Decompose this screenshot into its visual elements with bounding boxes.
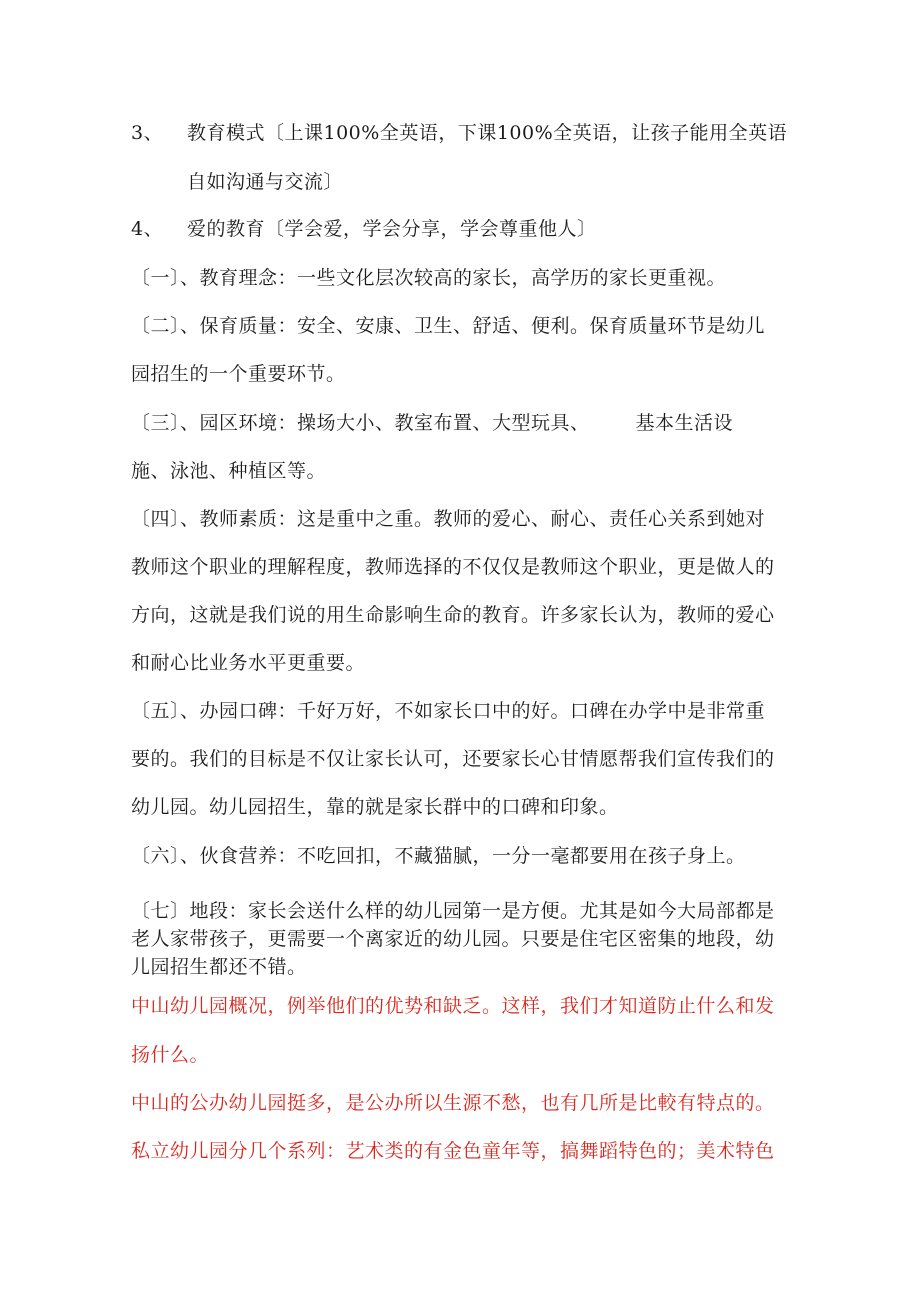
section-3-line-1a: 〔三〕、园区环境：操场大小、教室布置、大型玩具、 xyxy=(131,412,590,434)
section-5-line-3: 幼儿园。幼儿园招生，靠的就是家长群中的口碑和印象。 xyxy=(131,796,619,818)
red-note-2-line-1: 中山的公办幼儿园挺多，是公办所以生源不愁，也有几所是比較有特点的。 xyxy=(131,1092,775,1114)
section-4-line-1: 〔四〕、教师素质：这是重中之重。教师的爱心、耐心、责任心关系到她对 xyxy=(131,508,766,530)
red-note-3-line-1: 私立幼儿园分几个系列：艺术类的有金色童年等，搞舞蹈特色的；美术特色 xyxy=(131,1140,775,1162)
section-7-line-1: 〔七〕地段：家长会送什么样的幼儿园第一是方便。尤其是如今大局部都是 xyxy=(131,900,775,922)
section-6-line-1: 〔六〕、伙食营养：不吃回扣，不藏猫腻，一分一毫都要用在孩子身上。 xyxy=(131,845,746,867)
section-2-line-2: 园招生的一个重要环节。 xyxy=(131,363,346,385)
red-note-1-line-1: 中山幼儿园概况，例举他们的优势和缺乏。这样，我们才知道防止什么和发 xyxy=(131,995,775,1017)
section-3-line-2: 施、泳池、种植区等。 xyxy=(131,460,327,482)
section-4-line-3: 方向，这就是我们说的用生命影响生命的教育。许多家长认为，教师的爱心 xyxy=(131,604,775,626)
section-3-line-1b: 基本生活设 xyxy=(635,412,734,434)
section-2-line-1: 〔二〕、保育质量：安全、安康、卫生、舒适、便利。保育质量环节是幼儿 xyxy=(131,315,766,337)
section-5-line-2: 要的。我们的目标是不仅让家长认可，还要家长心甘情愿帮我们宣传我们的 xyxy=(131,748,775,770)
section-3-line-1 xyxy=(131,411,733,435)
item-3-line-2: 自如沟通与交流〕 xyxy=(187,171,344,193)
item-4-text: 爱的教育〔学会爱，学会分享，学会尊重他人〕 xyxy=(187,218,597,240)
item-4-number: 4、 xyxy=(131,218,164,240)
section-1-line-1: 〔一〕、教育理念：一些文化层次较高的家长，高学历的家长更重视。 xyxy=(131,267,727,289)
section-7-line-3: 儿园招生都还不错。 xyxy=(131,956,307,978)
section-5-line-1: 〔五〕、办园口碑：千好万好，不如家长口中的好。口碑在办学中是非常重 xyxy=(131,700,766,722)
item-4-line xyxy=(131,217,597,241)
item-3-line-1 xyxy=(131,121,787,145)
section-4-line-4: 和耐心比业务水平更重要。 xyxy=(131,652,366,674)
section-7-line-2: 老人家带孩子，更需要一个离家近的幼儿园。只要是住宅区密集的地段，幼 xyxy=(131,928,775,950)
item-3-number: 3、 xyxy=(131,122,164,144)
section-4-line-2: 教师这个职业的理解程度，教师选择的不仅仅是教师这个职业，更是做人的 xyxy=(131,556,775,578)
item-3-text: 教育模式〔上课100%全英语，下课100%全英语，让孩子能用全英语 xyxy=(187,122,788,144)
red-note-1-line-2: 扬什么。 xyxy=(131,1044,210,1066)
